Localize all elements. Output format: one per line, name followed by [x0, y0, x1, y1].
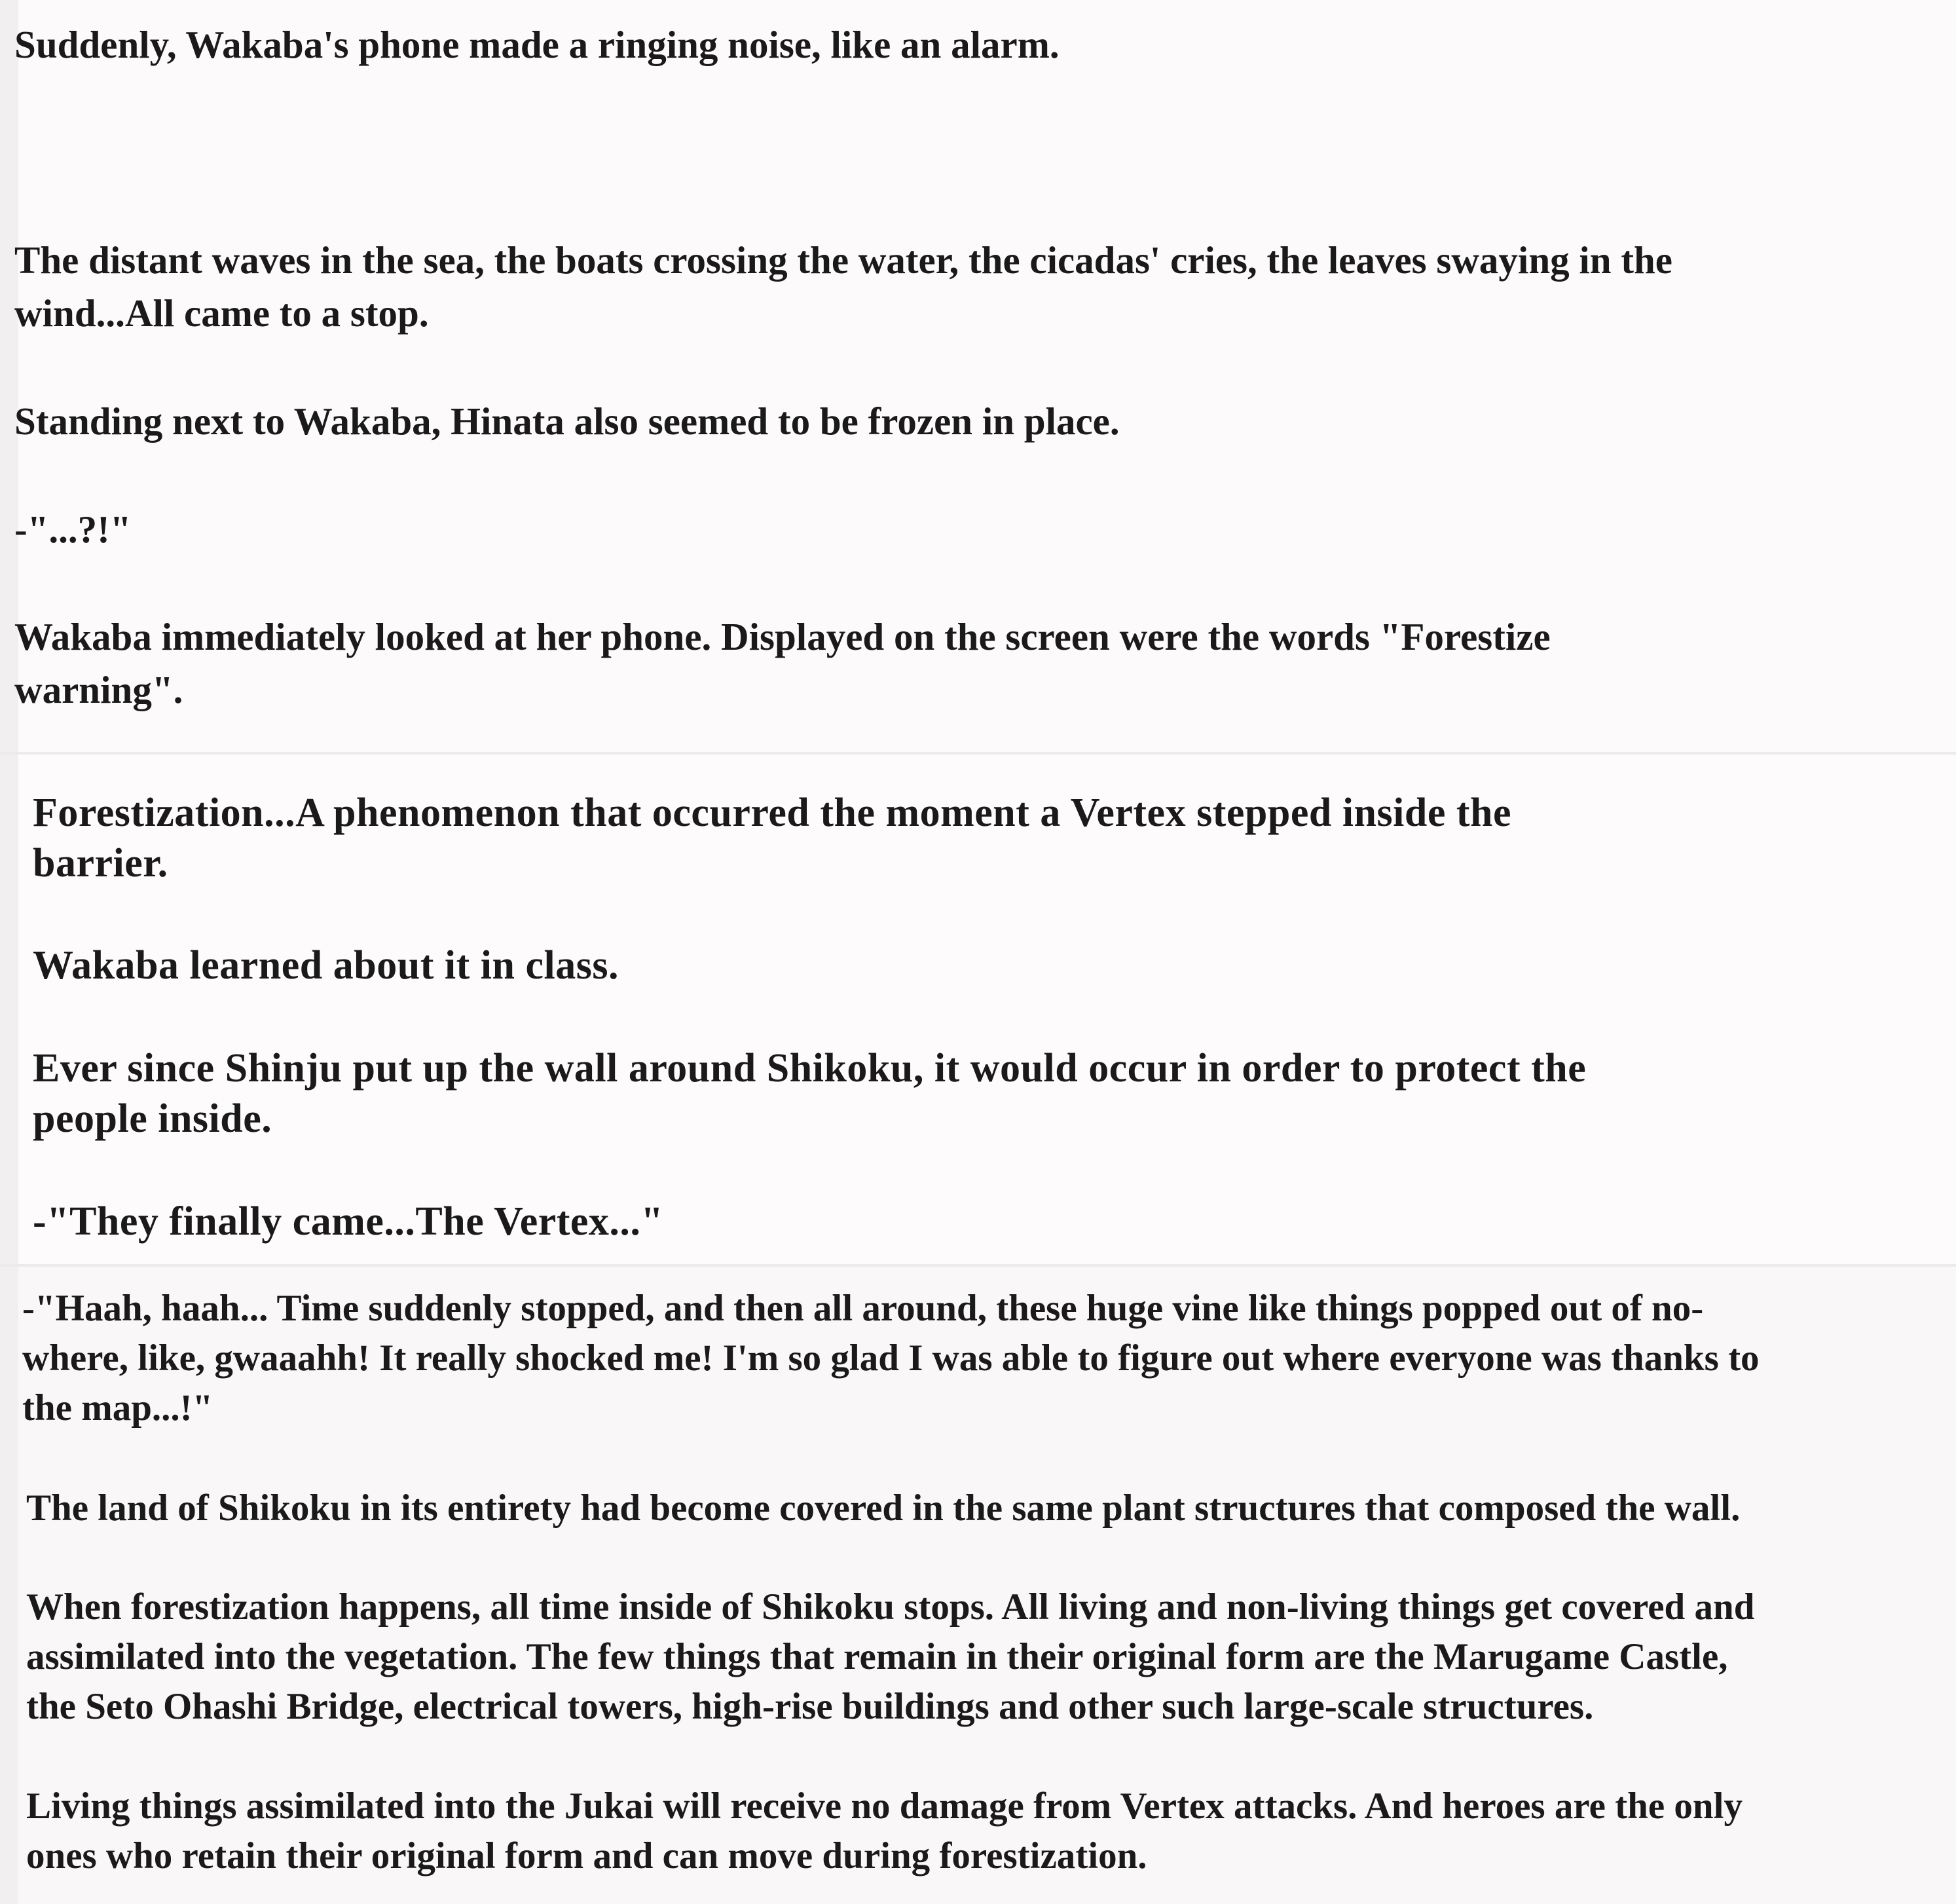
text-line: the map...!"	[22, 1387, 213, 1428]
text-line: Forestization...A phenomenon that occurred the moment a Vertex stepped inside the	[33, 791, 1512, 835]
text-line: where, like, gwaaahh! It really shocked me! I'm so glad I was able to figure out where everyone was thanks to	[22, 1337, 1760, 1379]
paragraph	[26, 1484, 1740, 1533]
paragraph	[26, 1782, 1743, 1881]
section-divider	[0, 1264, 1956, 1267]
paragraph	[22, 1284, 1760, 1433]
section-divider	[0, 752, 1956, 755]
text-line: -"...?!"	[14, 508, 132, 551]
text-line: Living things assimilated into the Jukai will receive no damage from Vertex attacks. And heroes are the only	[26, 1785, 1743, 1827]
text-line: wind...All came to a stop.	[14, 291, 429, 335]
text-line: Suddenly, Wakaba's phone made a ringing noise, like an alarm.	[14, 23, 1060, 66]
text-line: barrier.	[33, 841, 168, 886]
paragraph	[14, 503, 132, 556]
text-line: people inside.	[33, 1096, 272, 1141]
text-line: Ever since Shinju put up the wall around Shikoku, it would occur in order to protect the	[33, 1046, 1587, 1091]
paragraph	[14, 395, 1120, 448]
paragraph	[33, 788, 1511, 889]
text-line: Standing next to Wakaba, Hinata also seemed to be frozen in place.	[14, 400, 1120, 443]
paragraph	[33, 1197, 663, 1247]
paragraph	[26, 1582, 1754, 1732]
text-line: Wakaba immediately looked at her phone. Displayed on the screen were the words "Forestize	[14, 615, 1551, 658]
text-line: ones who retain their original form and can move during forestization.	[26, 1835, 1147, 1876]
text-line: the Seto Ohashi Bridge, electrical towers, high-rise buildings and other such large-scale structures.	[26, 1686, 1594, 1727]
paragraph	[14, 18, 1060, 71]
paragraph	[14, 610, 1551, 717]
text-line: Wakaba learned about it in class.	[33, 943, 619, 988]
paragraph	[14, 234, 1672, 340]
paragraph	[33, 1043, 1586, 1144]
text-line: The distant waves in the sea, the boats crossing the water, the cicadas' cries, the leaves swaying in the	[14, 238, 1672, 282]
text-line: -"They finally came...The Vertex..."	[33, 1199, 664, 1244]
text-line: assimilated into the vegetation. The few things that remain in their original form are the Marugame Castle,	[26, 1636, 1728, 1677]
text-line: warning".	[14, 668, 183, 711]
text-line: -"Haah, haah... Time suddenly stopped, and then all around, these huge vine like things popped out of no-	[22, 1288, 1704, 1329]
text-line: When forestization happens, all time inside of Shikoku stops. All living and non-living things get covered and	[26, 1586, 1755, 1628]
text-line: The land of Shikoku in its entirety had become covered in the same plant structures that composed the wall.	[26, 1487, 1741, 1529]
paragraph	[33, 941, 619, 991]
